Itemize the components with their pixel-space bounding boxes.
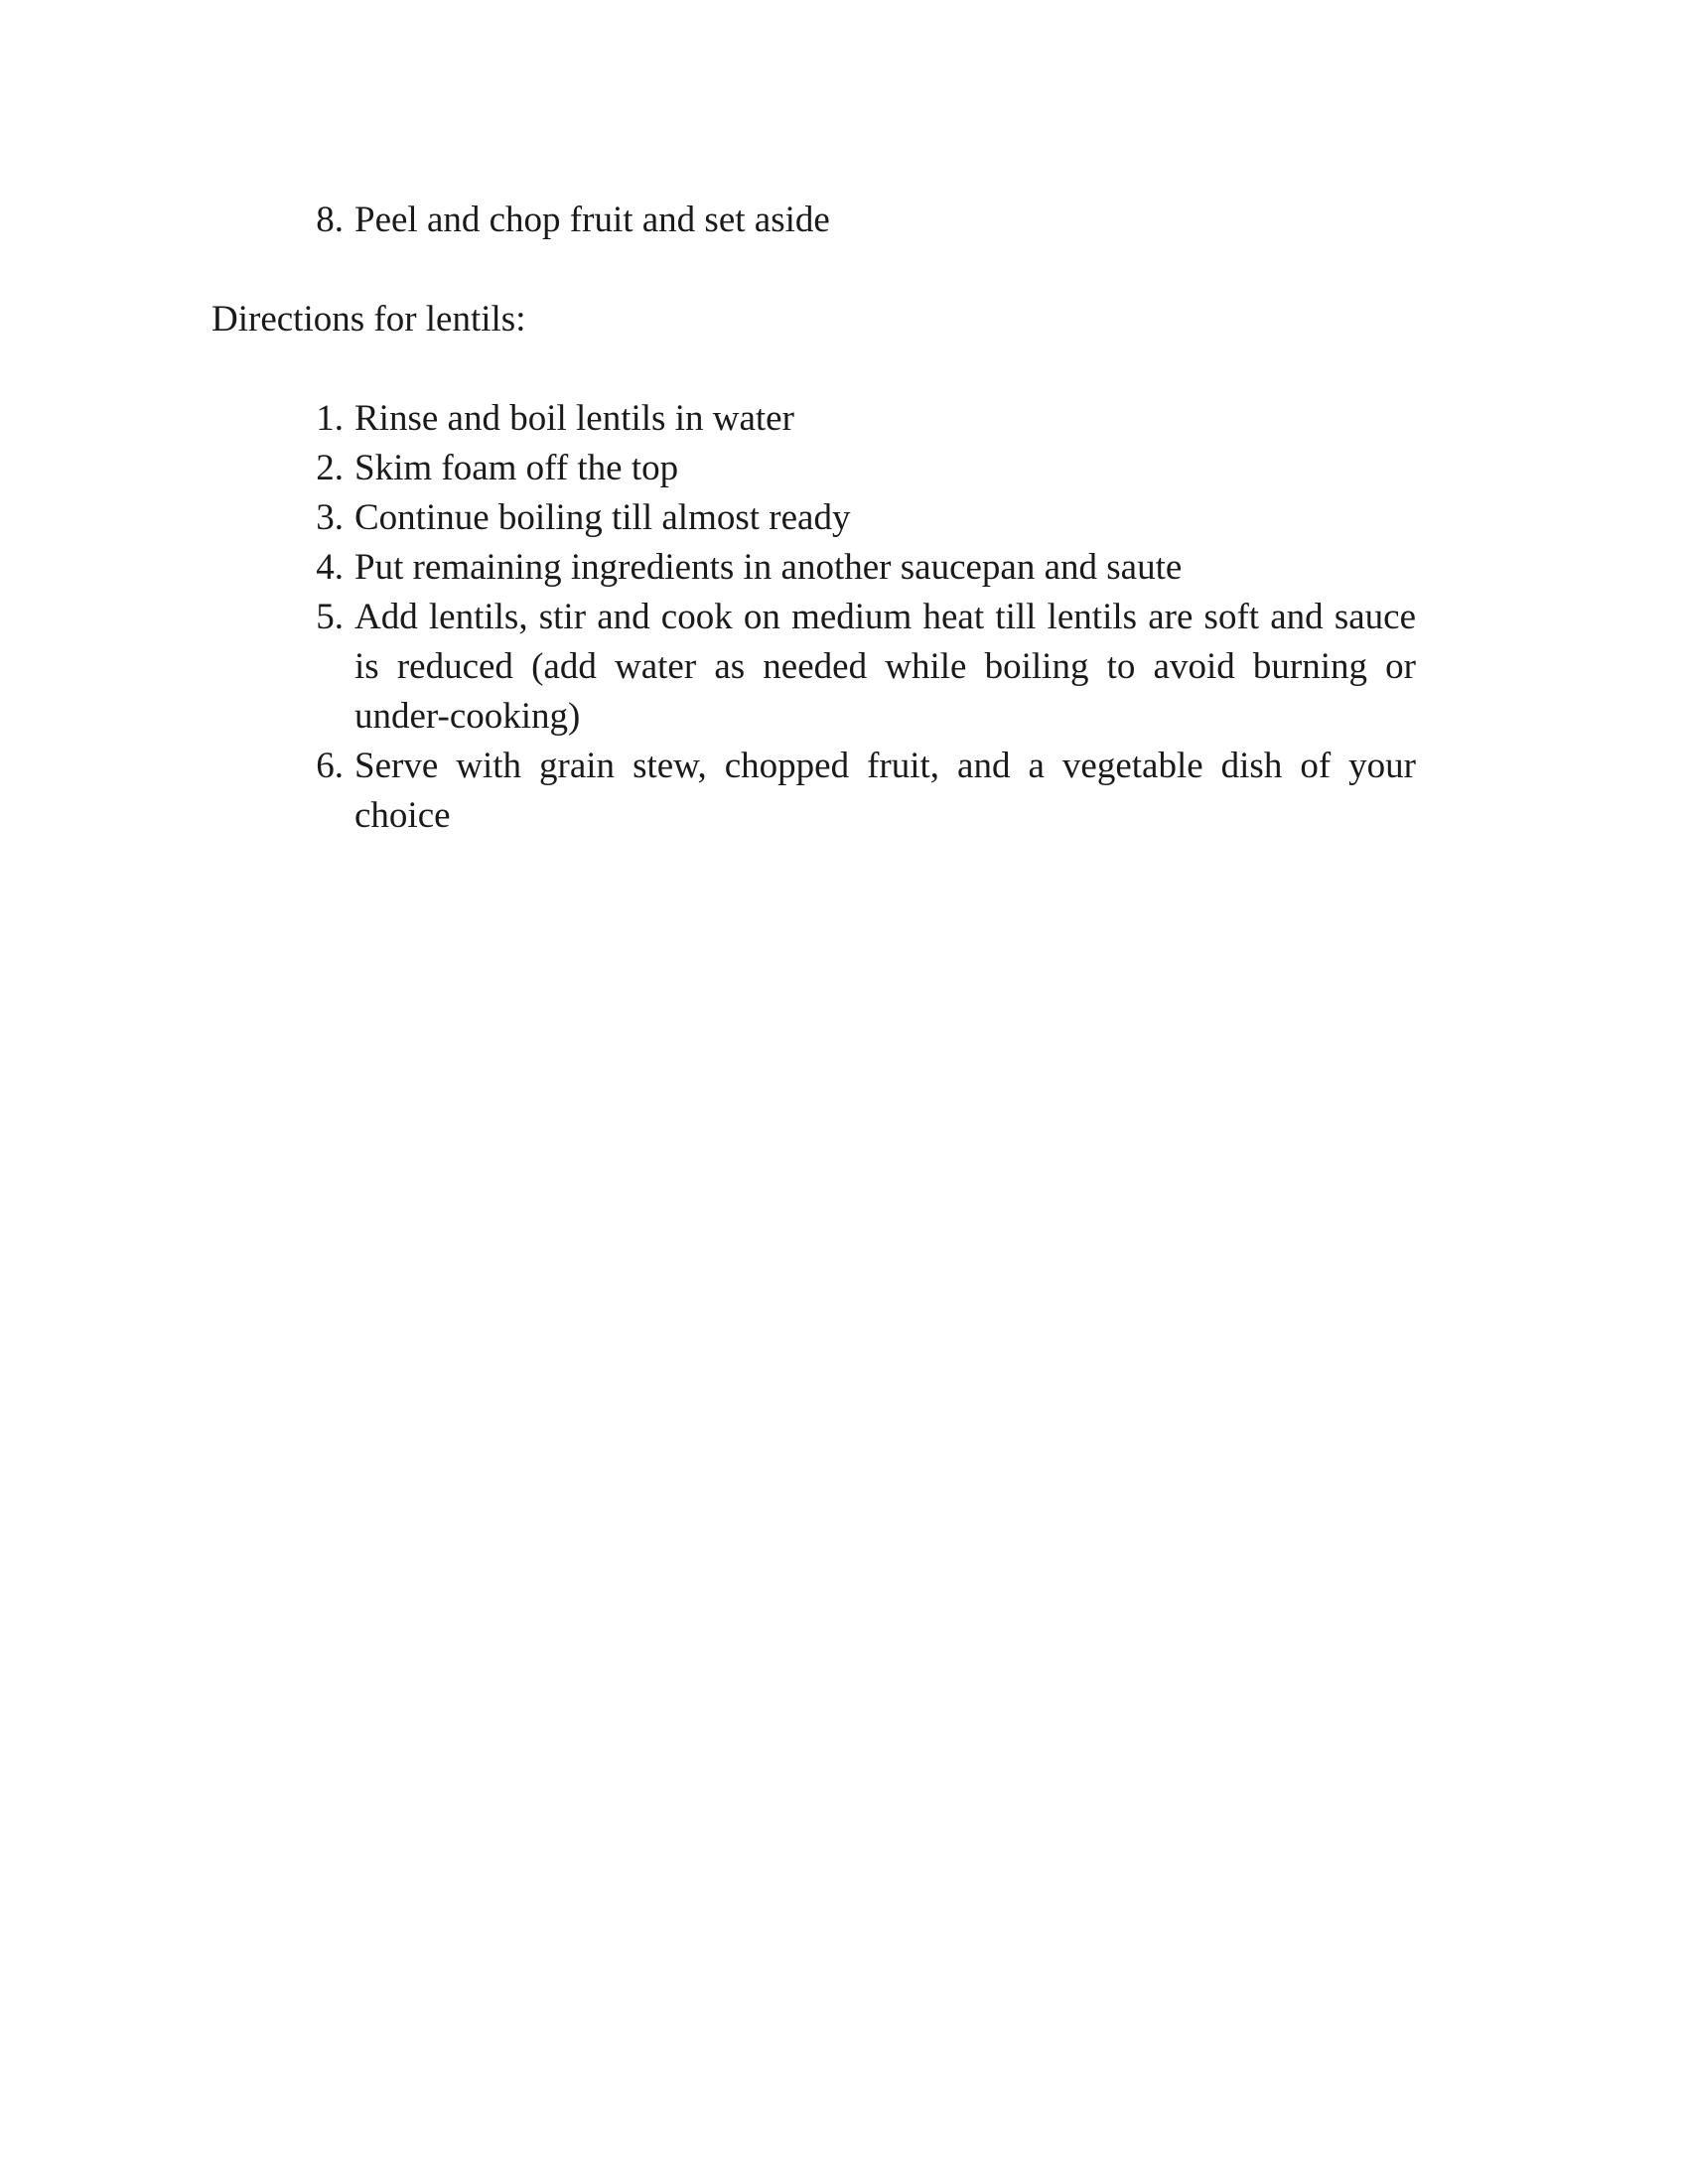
step-text: Rinse and boil lentils in water	[354, 398, 794, 439]
step-number: 8.	[316, 200, 344, 240]
step-text: Continue boiling till almost ready	[354, 497, 851, 538]
lentils-heading: Directions for lentils:	[211, 299, 526, 340]
step-number: 4.	[316, 547, 344, 588]
list-item	[304, 196, 1416, 245]
list-item	[304, 593, 1416, 742]
list-item	[304, 742, 1416, 841]
step-text: Peel and chop fruit and set aside	[354, 200, 830, 240]
lentils-steps-list	[304, 394, 1416, 841]
list-item	[304, 543, 1416, 593]
step-number: 5.	[316, 597, 344, 637]
step-text: Add lentils, stir and cook on medium heat till lentils are soft and sauce is reduced (add water as needed while boiling to avoid burning or under-cooking)	[354, 597, 1416, 737]
list-item	[304, 394, 1416, 444]
list-item	[304, 493, 1416, 543]
step-text: Skim foam off the top	[354, 448, 679, 488]
step-number: 6.	[316, 746, 344, 786]
previous-steps-list	[304, 196, 1416, 245]
step-text: Serve with grain stew, chopped fruit, and a vegetable dish of your choice	[354, 746, 1416, 836]
list-item	[304, 444, 1416, 493]
step-number: 2.	[316, 448, 344, 488]
step-text: Put remaining ingredients in another saucepan and saute	[354, 547, 1183, 588]
step-number: 3.	[316, 497, 344, 538]
step-number: 1.	[316, 398, 344, 439]
